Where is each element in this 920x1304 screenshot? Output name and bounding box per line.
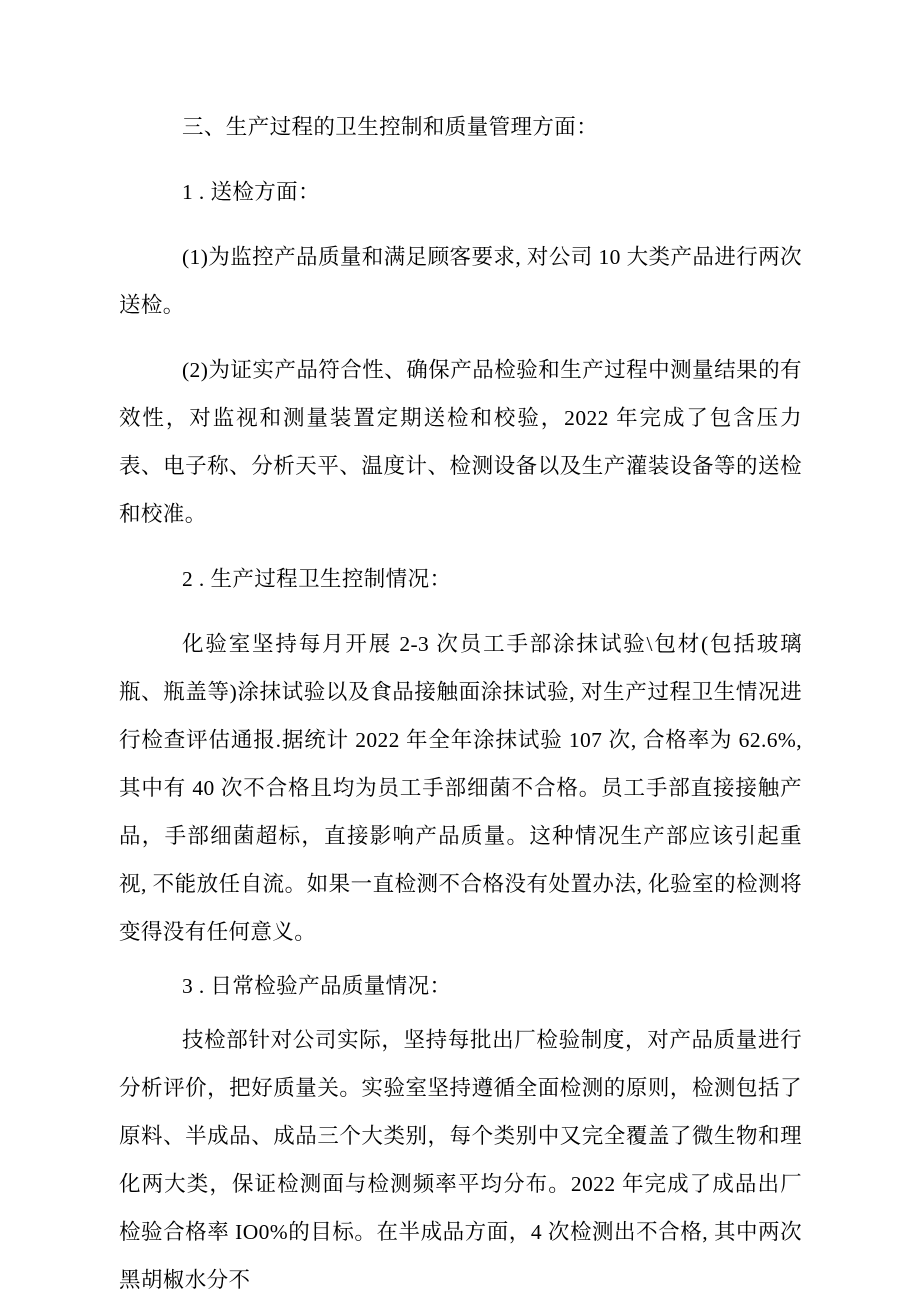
subsection-heading-1: 1 . 送检方面： (182, 180, 320, 204)
paragraph-1-1: (1)为监控产品质量和满足顾客要求, 对公司 10 大类产品进行两次送检。 (119, 245, 802, 317)
section-heading: 三、生产过程的卫生控制和质量管理方面： (182, 115, 599, 139)
document-body (119, 103, 802, 1304)
paragraph-3-1: 技检部针对公司实际，坚持每批出厂检验制度，对产品质量进行分析评价，把好质量关。实验室坚持遵循全面检测的原则，检测包括了原料、半成品、成品三个大类别，每个类别中又完全覆盖了微生物和理化两大类，保证检测面与检测频率平均分布。2022 年完成了成品出厂检验合格率 IO0%的目标。在半成品方面，4 次检测出不合格, 其中两次黑胡椒水分不 (119, 1028, 802, 1292)
paragraph-2-1: 化验室坚持每月开展 2-3 次员工手部涂抹试验\包材(包括玻璃瓶、瓶盖等)涂抹试验以及食品接触面涂抹试验, 对生产过程卫生情况进行检查评估通报.据统计 2022 年全年涂抹试验 107 次, 合格率为 62.6%, 其中有 40 次不合格且均为员工手部细菌不合格。员工手部直接接触产品，手部细菌超标，直接影响产品质量。这种情况生产部应该引起重视, 不能放任自流。如果一直检测不合格没有处置办法, 化验室的检测将变得没有任何意义。 (119, 632, 802, 944)
subsection-heading-3: 3 . 日常检验产品质量情况： (182, 974, 452, 998)
paragraph-1-2: (2)为证实产品符合性、确保产品检验和生产过程中测量结果的有效性，对监视和测量装置定期送检和校验，2022 年完成了包含压力表、电子称、分析天平、温度计、检测设备以及生产灌装设备等的送检和校准。 (119, 358, 802, 526)
subsection-heading-2: 2 . 生产过程卫生控制情况： (182, 567, 452, 591)
